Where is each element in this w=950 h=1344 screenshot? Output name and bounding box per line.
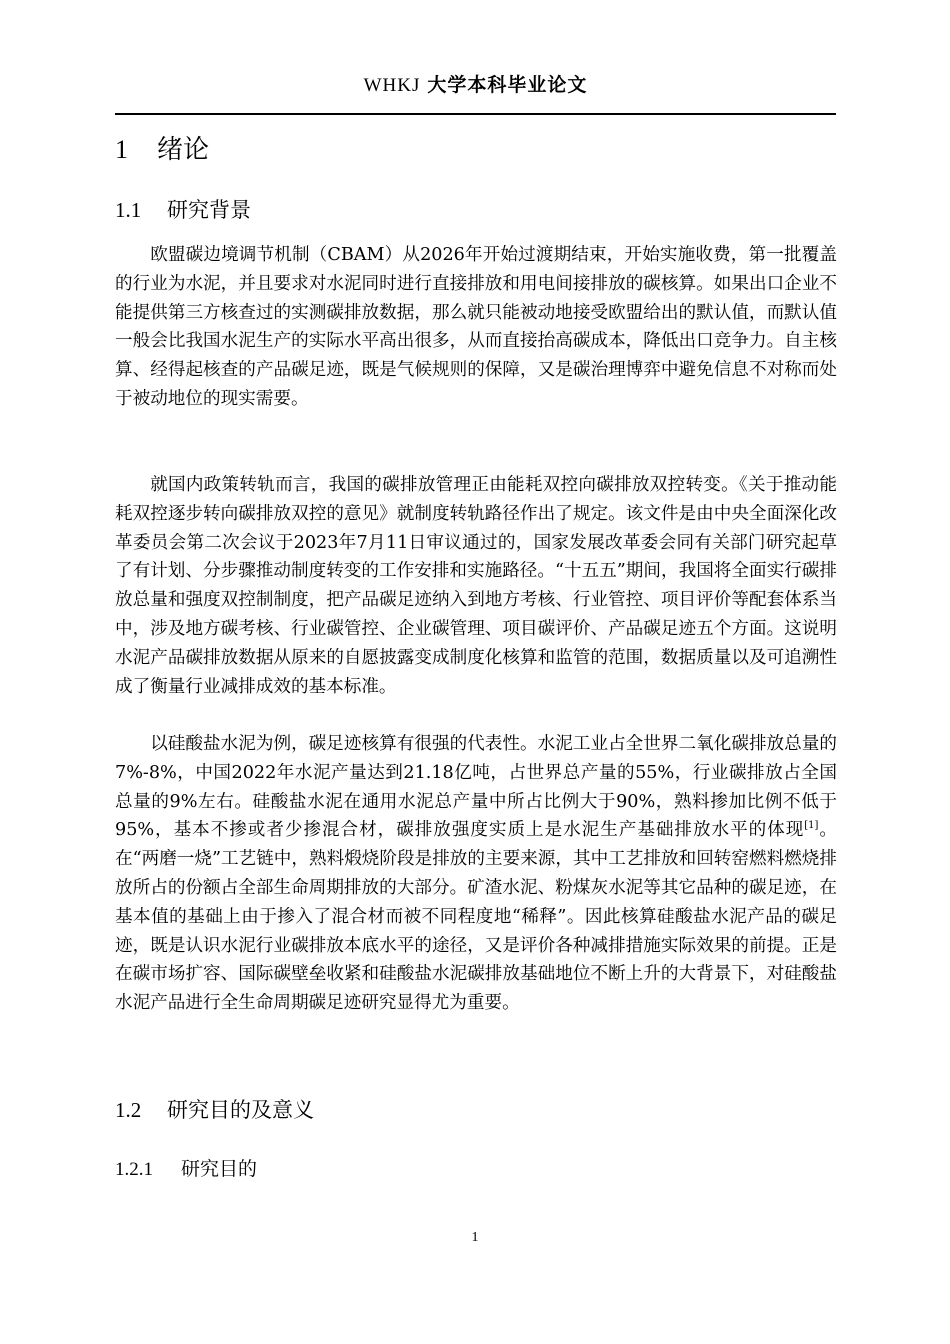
- section-title: 研究背景: [167, 198, 251, 222]
- page-number: 1: [471, 1230, 479, 1245]
- chapter-title: 绪论: [157, 135, 210, 165]
- section-title: 研究目的及意义: [167, 1098, 314, 1122]
- section-number: 1.1: [115, 198, 142, 222]
- subsection-heading-1-2-1: [115, 1154, 257, 1185]
- paragraph-2: 就国内政策转轨而言，我国的碳排放管理正由能耗双控向碳排放双控转变。《关于推动能耗双控逐步转向碳排放双控的意见》就制度转轨路径作出了规定。该文件是由中央全面深化改革委员会第二次会议于2023年7月11日审议通过的，国家发展改革委会同有关部门研究起草了有计划、分步骤推动制度转变的工作安排和实施路径。“十五五”期间，我国将全面实行碳排放总量和强度双控制制度，把产品碳足迹纳入到地方考核、行业管控、项目评价等配套体系当中，涉及地方碳考核、行业碳管控、企业碳管理、项目碳评价、产品碳足迹五个方面。这说明水泥产品碳排放数据从原来的自愿披露变成制度化核算和监管的范围，数据质量以及可追溯性成了衡量行业减排成效的基本标准。: [115, 475, 837, 697]
- running-header: [115, 70, 836, 97]
- paragraph-3-part-b: 。在“两磨一烧”工艺链中，熟料煅烧阶段是排放的主要来源，其中工艺排放和回转窑燃料燃烧排放所占的份额占全部生命周期排放的大部分。矿渣水泥、粉煤灰水泥等其它品种的碳足迹，在基本值的基础上由于掺入了混合材而被不同程度地“稀释”。因此核算硅酸盐水泥产品的碳足迹，既是认识水泥行业碳排放本底水平的途径，又是评价各种减排措施实际效果的前提。正是在碳市场扩容、国际碳壁垒收紧和硅酸盐水泥碳排放基础地位不断上升的大背景下，对硅酸盐水泥产品进行全生命周期碳足迹研究显得尤为重要。: [115, 820, 837, 1014]
- paragraph-3-part-a: 以硅酸盐水泥为例，碳足迹核算有很强的代表性。水泥工业占全世界二氧化碳排放总量的7%-8%，中国2022年水泥产量达到21.18亿吨，占世界总产量的55%，行业碳排放占全国总量的9%左右。硅酸盐水泥在通用水泥总产量中所占比例大于90%，熟料掺加比例不低于95%，基本不掺或者少掺混合材，碳排放强度实质上是水泥生产基础排放水平的体现: [115, 734, 837, 841]
- section-heading-1-1: [115, 194, 251, 226]
- subsection-title: 研究目的: [181, 1158, 258, 1180]
- section-heading-1-2: [115, 1094, 314, 1126]
- section-number: 1.2: [115, 1098, 142, 1122]
- chapter-heading: [115, 130, 209, 170]
- header-title: 大学本科毕业论文: [427, 74, 588, 96]
- citation-1[interactable]: [1]: [804, 820, 819, 832]
- chapter-number: 1: [115, 135, 128, 164]
- header-rule: [115, 113, 836, 115]
- header-latin: WHKJ: [363, 75, 421, 96]
- paragraph-3: [115, 730, 837, 1018]
- subsection-number: 1.2.1: [115, 1159, 153, 1180]
- paragraph-1: 欧盟碳边境调节机制（CBAM）从2026年开始过渡期结束，开始实施收费，第一批覆盖的行业为水泥，并且要求对水泥同时进行直接排放和用电间接排放的碳核算。如果出口企业不能提供第三方核查过的实测碳排放数据，那么就只能被动地接受欧盟给出的默认值，而默认值一般会比我国水泥生产的实际水平高出很多，从而直接抬高碳成本，降低出口竞争力。自主核算、经得起核查的产品碳足迹，既是气候规则的保障，又是碳治理博弈中避免信息不对称而处于被动地位的现实需要。: [115, 245, 837, 409]
